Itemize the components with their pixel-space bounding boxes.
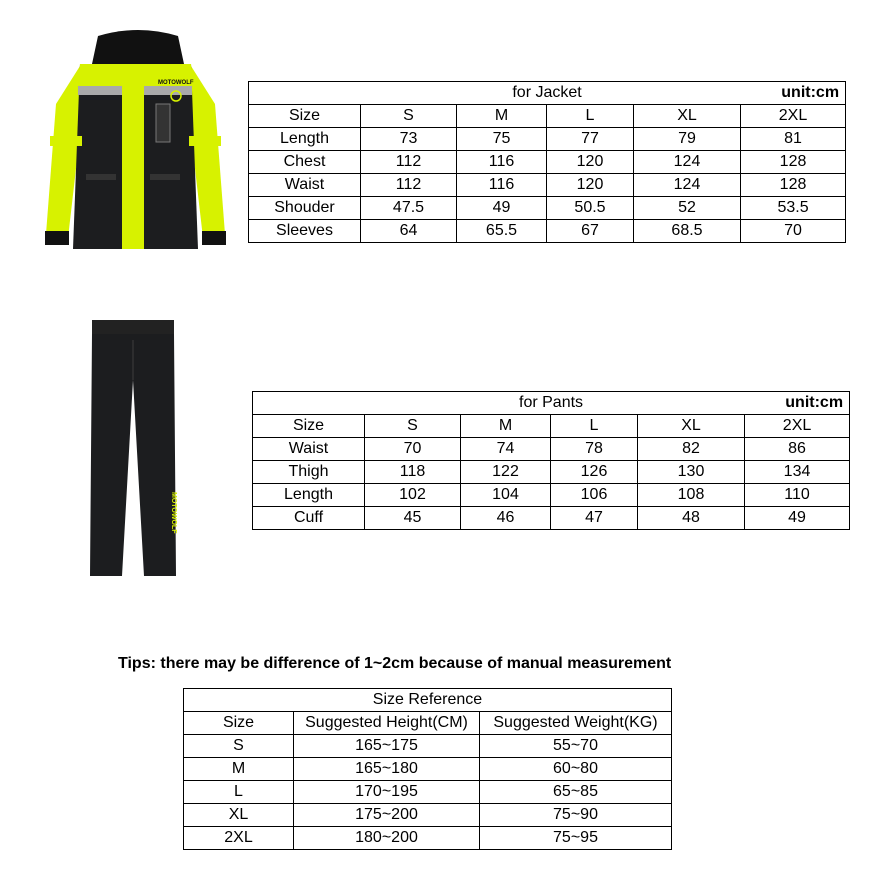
row-label: M <box>184 758 294 781</box>
table-cell: 130 <box>638 461 745 484</box>
table-cell: 106 <box>551 484 638 507</box>
pants-table-caption <box>253 392 850 415</box>
table-cell: 64 <box>361 220 457 243</box>
table-cell: 79 <box>634 128 741 151</box>
header-cell: L <box>547 105 634 128</box>
table-cell: 49 <box>745 507 850 530</box>
table-cell: 46 <box>461 507 551 530</box>
table-row <box>253 438 850 461</box>
table-row <box>253 484 850 507</box>
pants-size-table <box>252 391 850 530</box>
pants-header-row <box>253 415 850 438</box>
table-cell: 77 <box>547 128 634 151</box>
table-cell: 134 <box>745 461 850 484</box>
table-row <box>184 758 672 781</box>
table-row <box>249 197 846 220</box>
header-cell: L <box>551 415 638 438</box>
table-row <box>184 781 672 804</box>
row-label: 2XL <box>184 827 294 850</box>
table-cell: 78 <box>551 438 638 461</box>
table-cell: 47 <box>551 507 638 530</box>
table-cell: 65~85 <box>480 781 672 804</box>
table-cell: 124 <box>634 151 741 174</box>
row-label: S <box>184 735 294 758</box>
table-cell: 48 <box>638 507 745 530</box>
table-cell: 122 <box>461 461 551 484</box>
jacket-brand-text: MOTOWOLF <box>158 80 194 86</box>
header-cell: 2XL <box>741 105 846 128</box>
table-cell: 112 <box>361 151 457 174</box>
jacket-header-row <box>249 105 846 128</box>
table-cell: 73 <box>361 128 457 151</box>
header-cell: S <box>365 415 461 438</box>
table-cell: 86 <box>745 438 850 461</box>
table-cell: 75 <box>457 128 547 151</box>
table-cell: 116 <box>457 151 547 174</box>
table-row <box>184 827 672 850</box>
table-cell: 50.5 <box>547 197 634 220</box>
table-cell: 165~175 <box>294 735 480 758</box>
header-cell: Suggested Height(CM) <box>294 712 480 735</box>
table-cell: 52 <box>634 197 741 220</box>
table-cell: 165~180 <box>294 758 480 781</box>
table-cell: 70 <box>365 438 461 461</box>
table-cell: 124 <box>634 174 741 197</box>
table-cell: 70 <box>741 220 846 243</box>
header-cell: M <box>457 105 547 128</box>
header-cell: Size <box>249 105 361 128</box>
table-cell: 170~195 <box>294 781 480 804</box>
row-label: Length <box>249 128 361 151</box>
table-cell: 45 <box>365 507 461 530</box>
header-cell: Size <box>184 712 294 735</box>
header-cell: XL <box>638 415 745 438</box>
table-cell: 120 <box>547 174 634 197</box>
table-cell: 60~80 <box>480 758 672 781</box>
header-cell: Size <box>253 415 365 438</box>
table-row <box>253 507 850 530</box>
jacket-unit-label: unit:cm <box>781 84 840 101</box>
table-cell: 120 <box>547 151 634 174</box>
table-cell: 65.5 <box>457 220 547 243</box>
row-label: Cuff <box>253 507 365 530</box>
table-cell: 118 <box>365 461 461 484</box>
table-row <box>253 461 850 484</box>
table-cell: 110 <box>745 484 850 507</box>
pants-caption-text: for Pants <box>519 394 584 411</box>
pants-brand-text: MOTOWOLF <box>170 492 177 534</box>
table-cell: 82 <box>638 438 745 461</box>
row-label: Sleeves <box>249 220 361 243</box>
header-cell: Suggested Weight(KG) <box>480 712 672 735</box>
row-label: L <box>184 781 294 804</box>
table-cell: 68.5 <box>634 220 741 243</box>
table-row <box>249 151 846 174</box>
table-row <box>249 128 846 151</box>
row-label: XL <box>184 804 294 827</box>
tips-note: Tips: there may be difference of 1~2cm because of manual measurement <box>118 655 672 672</box>
table-cell: 53.5 <box>741 197 846 220</box>
table-row <box>249 220 846 243</box>
header-cell: 2XL <box>745 415 850 438</box>
table-cell: 175~200 <box>294 804 480 827</box>
row-label: Thigh <box>253 461 365 484</box>
header-cell: M <box>461 415 551 438</box>
size-reference-table <box>183 688 672 850</box>
table-cell: 74 <box>461 438 551 461</box>
table-cell: 102 <box>365 484 461 507</box>
jacket-image <box>28 24 243 256</box>
table-cell: 75~90 <box>480 804 672 827</box>
table-row <box>184 804 672 827</box>
table-cell: 81 <box>741 128 846 151</box>
table-cell: 49 <box>457 197 547 220</box>
table-cell: 116 <box>457 174 547 197</box>
reference-header-row <box>184 712 672 735</box>
table-cell: 75~95 <box>480 827 672 850</box>
header-cell: S <box>361 105 457 128</box>
row-label: Waist <box>253 438 365 461</box>
jacket-size-table <box>248 81 846 243</box>
table-cell: 108 <box>638 484 745 507</box>
table-row <box>184 735 672 758</box>
table-cell: 112 <box>361 174 457 197</box>
table-cell: 180~200 <box>294 827 480 850</box>
header-cell: XL <box>634 105 741 128</box>
pants-unit-label: unit:cm <box>785 394 844 411</box>
table-cell: 55~70 <box>480 735 672 758</box>
table-cell: 47.5 <box>361 197 457 220</box>
row-label: Chest <box>249 151 361 174</box>
reference-table-caption: Size Reference <box>184 689 672 712</box>
pants-image <box>86 320 178 580</box>
row-label: Length <box>253 484 365 507</box>
table-cell: 128 <box>741 151 846 174</box>
row-label: Shouder <box>249 197 361 220</box>
table-cell: 67 <box>547 220 634 243</box>
jacket-caption-text: for Jacket <box>512 84 582 101</box>
table-row <box>249 174 846 197</box>
jacket-table-caption <box>249 82 846 105</box>
table-cell: 128 <box>741 174 846 197</box>
table-cell: 126 <box>551 461 638 484</box>
table-cell: 104 <box>461 484 551 507</box>
row-label: Waist <box>249 174 361 197</box>
